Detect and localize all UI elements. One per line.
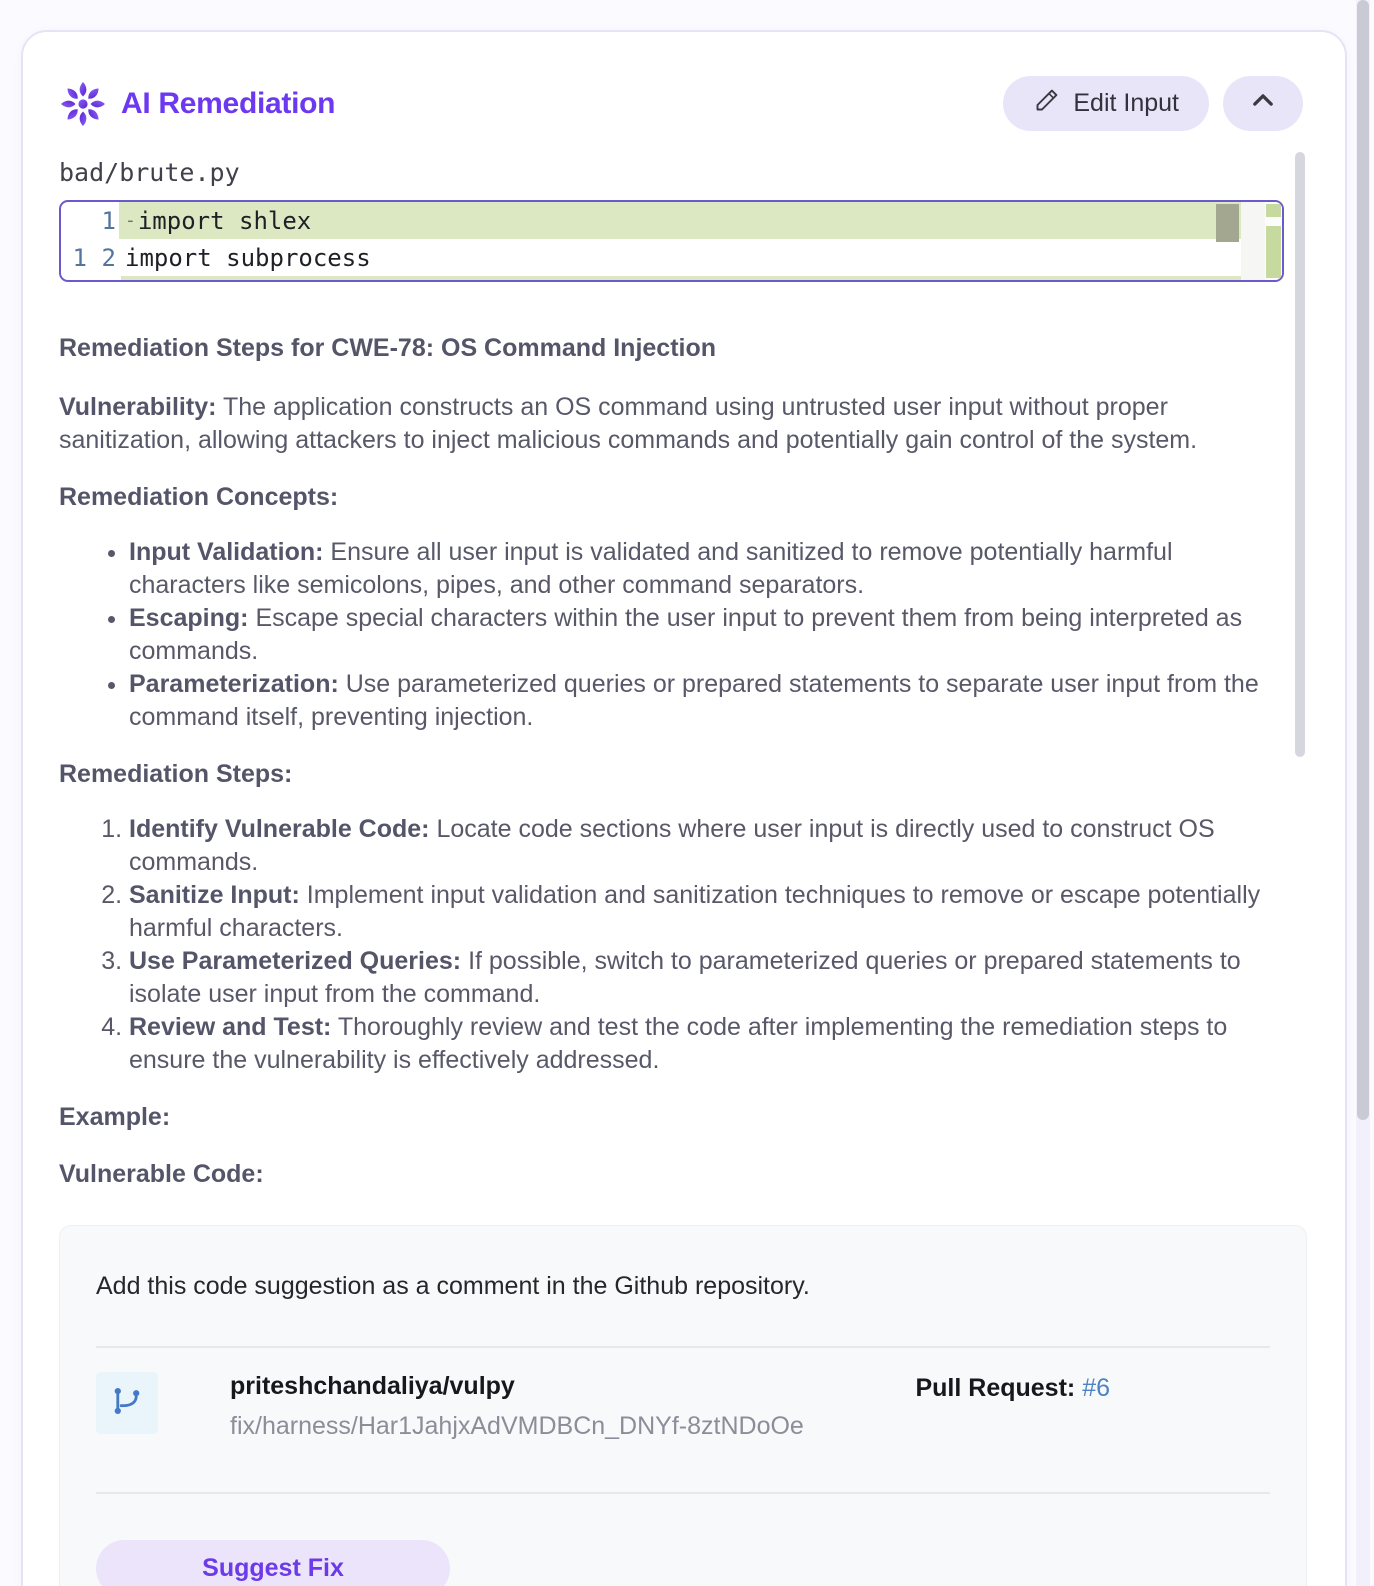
repo-name: priteshchandaliya/vulpy: [230, 1372, 515, 1400]
step-text: Locate code sections where user input is directly used to construct OS commands.: [129, 815, 1215, 876]
pull-request-label: Pull Request:: [915, 1374, 1076, 1402]
repo-row: [96, 1372, 1270, 1441]
page-scrollbar-thumb[interactable]: [1357, 0, 1369, 1120]
diff-line-partial: [121, 276, 1282, 281]
chevron-up-icon: [1249, 86, 1277, 121]
edit-input-button[interactable]: [1003, 76, 1209, 131]
section-heading-vulnerable-code: Vulnerable Code:: [59, 1160, 264, 1188]
pencil-icon: [1033, 87, 1060, 121]
step-label: Review and Test:: [129, 1013, 332, 1041]
repo-icon-box: [96, 1372, 158, 1434]
minimap-added-block: [1266, 226, 1281, 278]
old-line-number: 1: [72, 243, 87, 272]
code-text: import subprocess: [125, 243, 371, 272]
diff-scrollbar-thumb[interactable]: [1216, 204, 1239, 242]
list-item: [129, 602, 1287, 668]
panel-scrollbar-thumb[interactable]: [1295, 152, 1305, 757]
concept-text: Escape special characters within the user input to prevent them from being interpreted as commands.: [129, 604, 1243, 665]
diff-line: [61, 239, 1282, 276]
code-diff-editor[interactable]: [59, 200, 1284, 282]
diff-marker: -: [125, 210, 136, 231]
steps-list: [59, 813, 1287, 1077]
list-item: [129, 668, 1287, 734]
concept-label: Input Validation:: [129, 538, 324, 566]
diff-scrollbar-track[interactable]: [1241, 202, 1265, 280]
list-item: [129, 813, 1287, 879]
step-label: Sanitize Input:: [129, 881, 300, 909]
sparkle-flower-icon: [59, 80, 107, 128]
repo-branch: fix/harness/Har1JahjxAdVMDBCn_DNYf-8ztNDoOe: [230, 1412, 804, 1440]
step-text: Implement input validation and sanitization techniques to remove or escape potentially harmful characters.: [129, 881, 1261, 942]
concepts-list: [59, 536, 1287, 734]
header-actions: [1003, 76, 1303, 131]
panel-header: [23, 32, 1345, 131]
list-item: [129, 1011, 1287, 1077]
file-path: bad/brute.py: [59, 158, 240, 187]
section-heading-example: Example:: [59, 1103, 171, 1131]
step-label: Identify Vulnerable Code:: [129, 815, 430, 843]
section-heading-cwe: Remediation Steps for CWE-78: OS Command Injection: [59, 334, 717, 362]
step-label: Use Parameterized Queries:: [129, 947, 462, 975]
minimap-added-block: [1266, 204, 1281, 217]
concept-label: Parameterization:: [129, 670, 339, 698]
page-scrollbar-track[interactable]: [1356, 0, 1370, 1586]
concept-text: Ensure all user input is validated and sanitized to remove potentially harmful characters like semicolons, pipes, and other command separators.: [129, 538, 1173, 599]
code-line: [119, 202, 1282, 239]
diff-minimap: [1265, 202, 1282, 280]
step-text: Thoroughly review and test the code after implementing the remediation steps to ensure the vulnerability is effectively addressed.: [129, 1013, 1228, 1074]
divider: [96, 1346, 1270, 1348]
collapse-button[interactable]: [1223, 76, 1303, 131]
list-item: [129, 536, 1287, 602]
suggestion-instruction: Add this code suggestion as a comment in the Github repository.: [96, 1272, 810, 1300]
suggest-fix-button[interactable]: Suggest Fix: [96, 1540, 450, 1586]
ai-remediation-panel: [21, 30, 1347, 1586]
diff-line-added: [61, 202, 1282, 239]
vulnerability-label: Vulnerability:: [59, 393, 217, 421]
section-heading-concepts: Remediation Concepts:: [59, 483, 339, 511]
pull-request-link[interactable]: #6: [1082, 1374, 1110, 1402]
divider: [96, 1492, 1270, 1494]
pull-request: [915, 1372, 1110, 1403]
repo-info: [230, 1372, 804, 1441]
list-item: [129, 879, 1287, 945]
code-text: import shlex: [137, 206, 312, 235]
page-title: AI Remediation: [121, 86, 336, 120]
vulnerability-text: The application constructs an OS command using untrusted user input without proper sanitization, allowing attackers to inject malicious commands and potentially gain control of the system.: [59, 393, 1198, 454]
suggestion-card: [59, 1225, 1307, 1586]
section-heading-steps: Remediation Steps:: [59, 760, 293, 788]
git-branch-icon: [110, 1384, 144, 1423]
concept-label: Escaping:: [129, 604, 249, 632]
new-line-number: 1: [101, 206, 116, 235]
brand: [59, 80, 335, 128]
code-line: [119, 239, 1282, 276]
list-item: [129, 945, 1287, 1011]
remediation-content: [59, 332, 1287, 1191]
vulnerability-paragraph: [59, 391, 1287, 457]
concept-text: Use parameterized queries or prepared statements to separate user input from the command itself, preventing injection.: [129, 670, 1259, 731]
new-line-number: 2: [101, 243, 116, 272]
edit-input-label: Edit Input: [1073, 89, 1179, 117]
step-text: If possible, switch to parameterized queries or prepared statements to isolate user input from the command.: [129, 947, 1241, 1008]
